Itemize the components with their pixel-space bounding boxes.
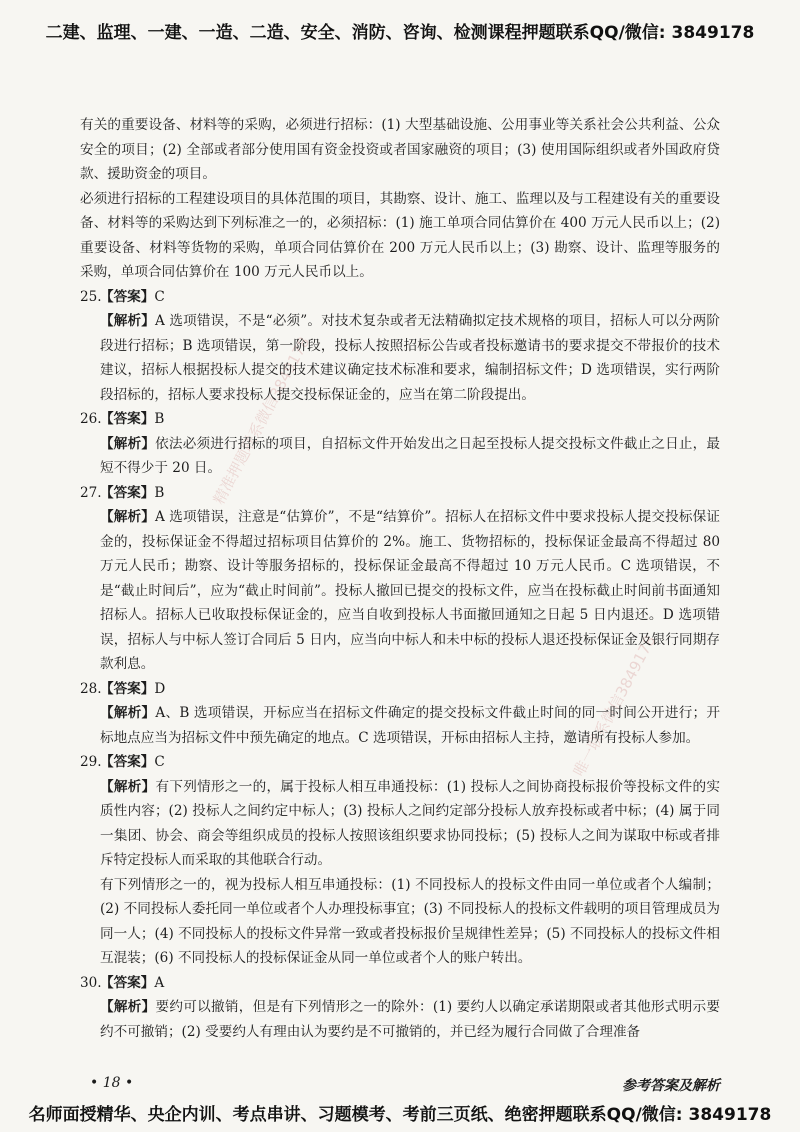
intro-paragraph: 有关的重要设备、材料等的采购，必须进行招标：(1) 大型基础设施、公用事业等关系社会公共利益、公众安全的项目；(2) 全部或者部分使用国有资金投资或者国家融资的项目；(3) 使用国际组织或者外国政府贷款、援助资金的项目。: [80, 117, 720, 182]
question-number: 27.: [80, 484, 102, 501]
analysis-text: A 选项错误，注意是“估算价”，不是“结算价”。招标人在招标文件中要求投标人提交投标保证金的，投标保证金不得超过招标项目估算价的 2%。施工、货物招标的，投标保证金最高不得超过 80 万元人民币；勘察、设计等服务招标的，投标保证金最高不得超过 10 万元人民币。C 选项错误，不是“截止时间后”，应为“截止时间前”。投标人撤回已提交的投标文件，应当在投标截止时间前书面通知招标人。招标人已收取投标保证金的，应当自收到投标人书面撤回通知之日起 5 日内退还。D 选项错误，招标人与中标人签订合同后 5 日内，应当向中标人和未中标的投标人退还投标保证金及银行同期存款利息。: [100, 509, 721, 672]
answer-tag: 【答案】: [100, 288, 155, 305]
header-banner: 二建、监理、一建、一造、二造、安全、消防、咨询、检测课程押题联系QQ/微信: 3849178: [45, 23, 755, 43]
analysis-paragraph: [100, 505, 720, 677]
answer-value: C: [154, 288, 165, 305]
answer-tag: 【答案】: [100, 484, 155, 501]
answer-line: [80, 750, 720, 775]
analysis-text: 要约可以撤销，但是有下列情形之一的除外：(1) 要约人以确定承诺期限或者其他形式明示要约不可撤销；(2) 受要约人有理由认为要约是不可撤销的，并已经为履行合同做了合理准备: [100, 999, 720, 1040]
analysis-tag: 【解析】: [100, 509, 155, 525]
answer-tag: 【答案】: [100, 680, 155, 697]
footer-banner: 名师面授精华、央企内训、考点串讲、习题模考、考前三页纸、绝密押题联系QQ/微信: 3849178: [28, 1105, 772, 1125]
answer-line: [80, 971, 720, 996]
answer-value: D: [154, 680, 166, 697]
analysis-paragraph: [100, 701, 720, 750]
analysis-paragraph: [100, 309, 720, 407]
answer-line: [80, 407, 720, 432]
question-list: [80, 285, 720, 1045]
analysis-text: 有下列情形之一的，属于投标人相互串通投标：(1) 投标人之间协商投标报价等投标文件的实质性内容；(2) 投标人之间约定中标人；(3) 投标人之间约定部分投标人放弃投标或者中标；(4) 属于同一集团、协会、商会等组织成员的投标人按照该组织要求协同投标；(5) 投标人之间为谋取中标或者排斥特定投标人而采取的其他联合行动。: [100, 778, 720, 868]
analysis-text: 依法必须进行招标的项目，自招标文件开始发出之日起至投标人提交投标文件截止之日止，最短不得少于 20 日。: [100, 435, 721, 476]
answer-tag: 【答案】: [100, 411, 155, 427]
page-number: • 18 •: [90, 1075, 134, 1091]
watermark-1: 精准押题联系微信3849178: [209, 333, 314, 508]
question-number: 29.: [80, 754, 102, 770]
intro-paragraph: 必须进行招标的工程建设项目的具体范围的项目，其勘察、设计、施工、监理以及与工程建设有关的重要设备、材料等的采购达到下列标准之一的，必须招标：(1) 施工单项合同估算价在 400 万元人民币以上；(2) 重要设备、材料等货物的采购，单项合同估算价在 200 万元人民币以上；(3) 勘察、设计、监理等服务的采购，单项合同估算价在 100 万元人民币以上。: [80, 190, 720, 280]
watermark-2: 唯一联系微信3849178: [569, 632, 660, 780]
analysis-tag: 【解析】: [100, 435, 156, 452]
document-body: [80, 113, 720, 1044]
analysis-paragraph: [100, 432, 720, 481]
question-number: 30.: [80, 974, 102, 991]
analysis-tag: 【解析】: [100, 778, 156, 795]
answer-value: B: [154, 411, 165, 427]
answer-tag: 【答案】: [100, 754, 155, 770]
answer-tag: 【答案】: [100, 974, 155, 991]
analysis-paragraph: [100, 995, 720, 1044]
answer-line: [80, 285, 720, 310]
answer-line: [80, 481, 720, 506]
page-footer: [90, 1075, 720, 1095]
analysis-text: 有下列情形之一的，视为投标人相互串通投标：(1) 不同投标人的投标文件由同一单位或者个人编制；(2) 不同投标人委托同一单位或者个人办理投标事宜；(3) 不同投标人的投标文件载明的项目管理成员为同一人；(4) 不同投标人的投标文件异常一致或者投标报价呈规律性差异；(5) 不同投标人的投标文件相互混装；(6) 不同投标人的投标保证金从同一单位或者个人的账户转出。: [100, 876, 720, 966]
section-title: 参考答案及解析: [622, 1078, 720, 1094]
analysis-text: A、B 选项错误，开标应当在招标文件确定的提交投标文件截止时间的同一时间公开进行；开标地点应当为招标文件中预先确定的地点。C 选项错误，开标由招标人主持，邀请所有投标人参加。: [100, 705, 720, 746]
analysis-paragraph: [100, 775, 720, 873]
answer-value: B: [154, 484, 165, 501]
answer-value: C: [154, 754, 165, 770]
analysis-tag: 【解析】: [100, 313, 156, 329]
answer-line: [80, 677, 720, 702]
analysis-text: A 选项错误，不是“必须”。对技术复杂或者无法精确拟定技术规格的项目，招标人可以分两阶段进行招标；B 选项错误，第一阶段，投标人按照招标公告或者投标邀请书的要求提交不带报价的技术建议，招标人根据投标人提交的技术建议确定技术标准和要求，编制招标文件；D 选项错误，实行两阶段招标的，招标人要求投标人提交投标保证金的，应当在第二阶段提出。: [100, 313, 720, 403]
analysis-paragraph: [100, 873, 720, 971]
answer-value: A: [154, 974, 165, 991]
analysis-tag: 【解析】: [100, 705, 156, 721]
analysis-tag: 【解析】: [100, 999, 156, 1015]
question-number: 28.: [80, 680, 102, 697]
question-number: 26.: [80, 411, 102, 427]
question-number: 25.: [80, 288, 102, 305]
